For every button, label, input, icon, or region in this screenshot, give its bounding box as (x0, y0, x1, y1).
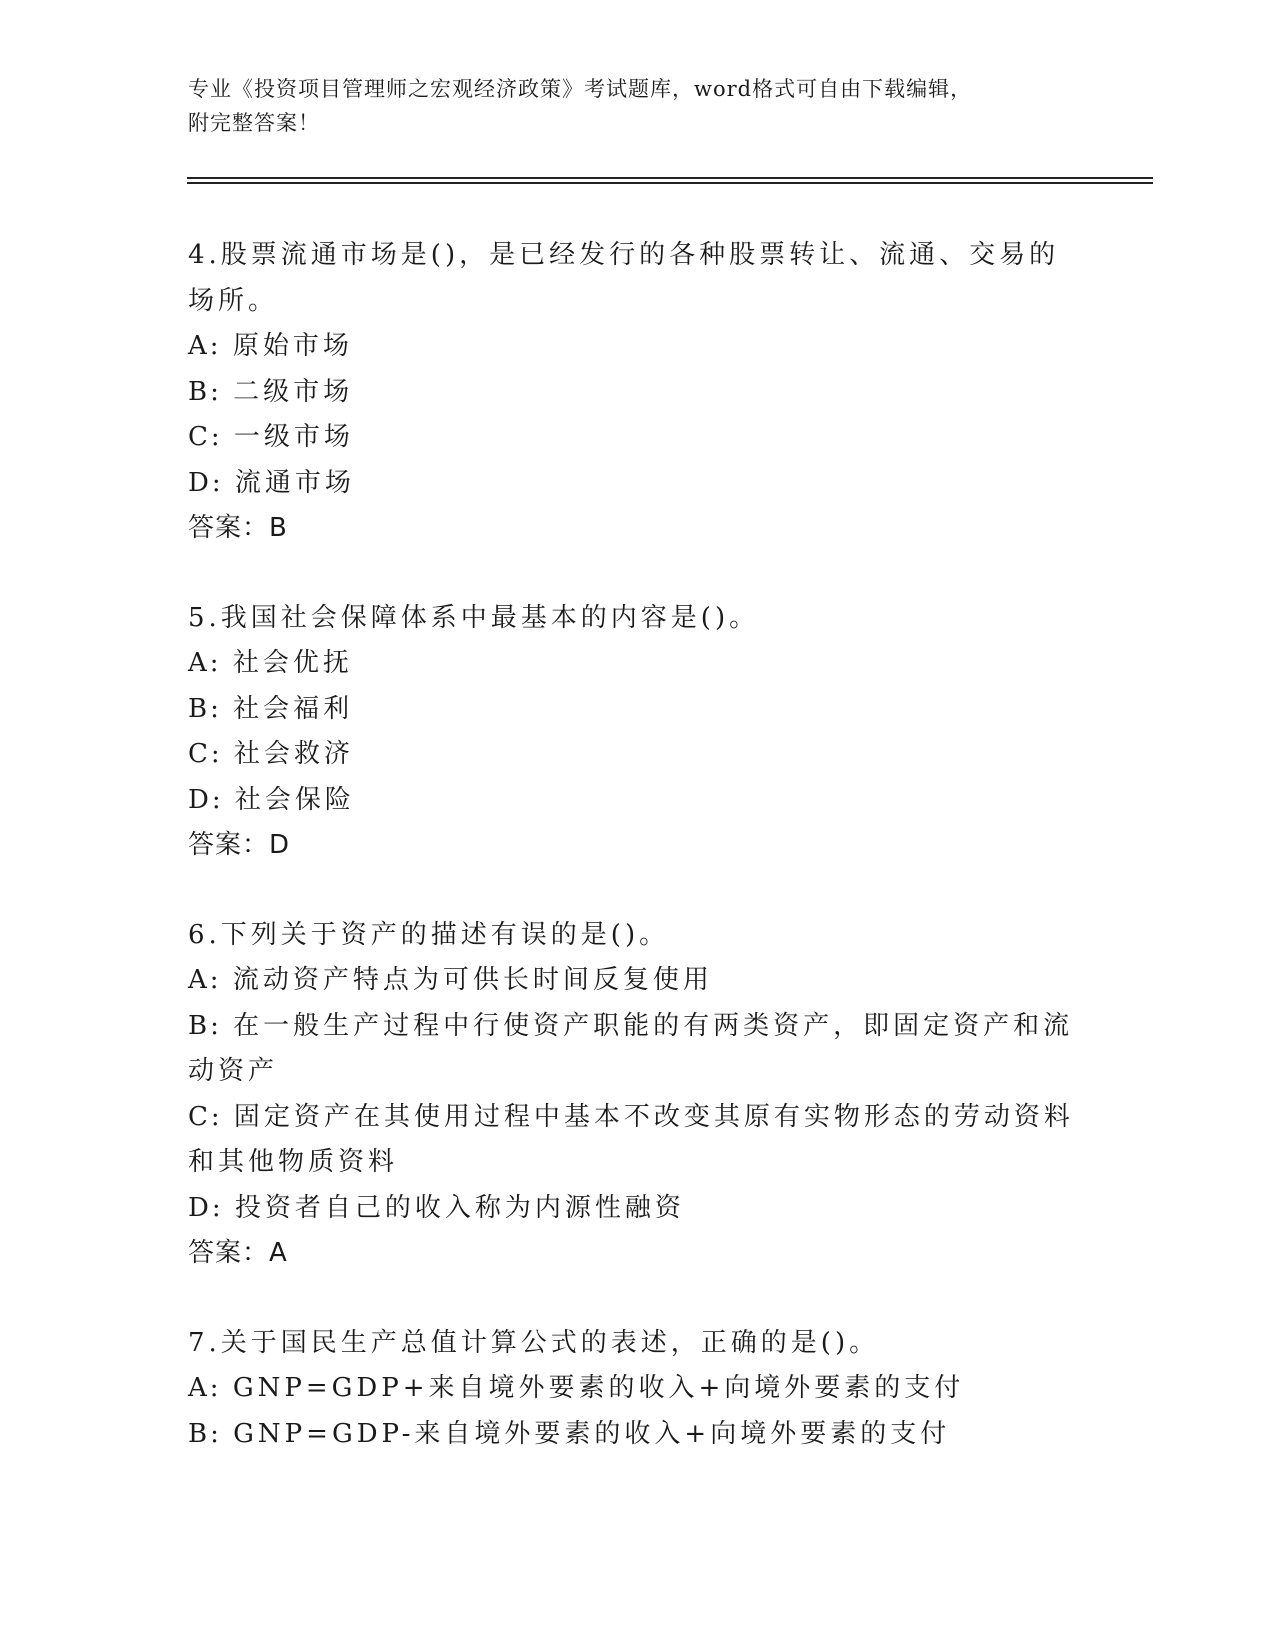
option-text: 二级市场 (233, 376, 354, 407)
option-key: A: (188, 648, 222, 678)
option-key: A: (188, 1373, 222, 1403)
option-key: C: (188, 422, 223, 452)
option-key: D: (188, 467, 224, 498)
question-stem: 6.下列关于资产的描述有误的是()。 (188, 919, 670, 950)
option-text: 社会救济 (233, 739, 354, 769)
option-key: A: (188, 331, 222, 361)
option-b (188, 370, 1088, 416)
option-key: B: (188, 693, 222, 724)
option-b (188, 1412, 1088, 1458)
option-a (188, 324, 1088, 370)
option-key: D: (188, 1192, 224, 1223)
option-a (188, 1366, 1088, 1412)
question-5 (188, 596, 1088, 869)
option-c (188, 415, 1088, 461)
option-text: 在一般生产过程中行使资产职能的有两类资产，即固定资产和流动资产 (188, 1010, 1074, 1086)
header-line-1: 专业《投资项目管理师之宏观经济政策》考试题库，word格式可自由下载编辑， (188, 77, 973, 101)
option-text: 流动资产特点为可供长时间反复使用 (232, 965, 713, 995)
option-text: 投资者自己的收入称为内源性融资 (234, 1192, 685, 1223)
question-stem: 7.关于国民生产总值计算公式的表述，正确的是()。 (188, 1327, 880, 1358)
option-b (188, 687, 1088, 733)
option-text: GNP=GDP-来自境外要素的收入+向境外要素的支付 (233, 1418, 951, 1449)
answer-label: 答案：B (188, 513, 288, 543)
option-c (188, 732, 1088, 778)
option-text: 社会福利 (233, 693, 354, 724)
document-header (188, 72, 1068, 140)
option-text: GNP=GDP+来自境外要素的收入+向境外要素的支付 (232, 1373, 965, 1403)
option-a (188, 641, 1088, 687)
question-list (188, 233, 1088, 1501)
option-text: 流通市场 (234, 467, 355, 498)
option-key: D: (188, 784, 224, 815)
option-text: 固定资产在其使用过程中基本不改变其原有实物形态的劳动资料和其他物质资料 (188, 1101, 1074, 1177)
question-stem: 5.我国社会保障体系中最基本的内容是()。 (188, 602, 760, 633)
option-d (188, 778, 1088, 824)
option-d (188, 461, 1088, 507)
question-4 (188, 233, 1088, 552)
header-divider-top (187, 177, 1153, 179)
question-stem: 4.股票流通市场是()，是已经发行的各种股票转让、流通、交易的场所。 (188, 240, 1060, 316)
option-key: C: (188, 739, 223, 769)
option-key: B: (188, 376, 222, 407)
option-key: B: (188, 1010, 222, 1041)
option-text: 原始市场 (232, 331, 353, 361)
option-key: A: (188, 965, 222, 995)
option-a (188, 958, 1088, 1004)
question-7 (188, 1321, 1088, 1458)
option-text: 社会保险 (234, 784, 355, 815)
option-c (188, 1095, 1088, 1186)
option-text: 社会优抚 (232, 648, 353, 678)
option-text: 一级市场 (233, 422, 354, 452)
question-6 (188, 913, 1088, 1277)
option-b (188, 1004, 1088, 1095)
answer-label: 答案：D (188, 830, 291, 860)
header-divider-bottom (187, 182, 1153, 184)
header-line-2: 附完整答案！ (188, 111, 320, 135)
option-d (188, 1186, 1088, 1232)
answer-label: 答案：A (188, 1238, 288, 1268)
option-key: C: (188, 1101, 223, 1132)
option-key: B: (188, 1418, 222, 1449)
